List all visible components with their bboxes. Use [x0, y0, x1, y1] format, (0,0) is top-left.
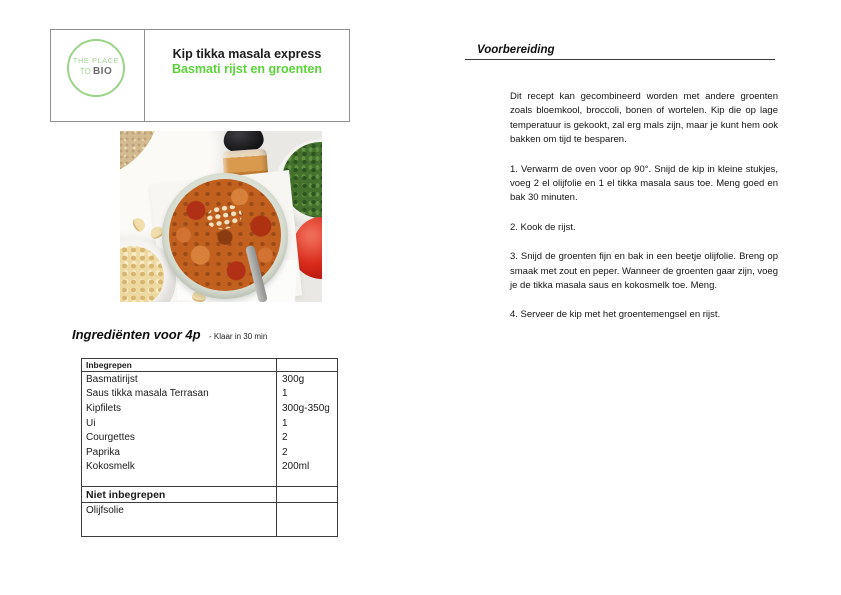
- logo-cell: [51, 30, 145, 121]
- preparation-heading: Voorbereiding: [465, 44, 775, 60]
- table-row-spacer: [82, 474, 337, 486]
- ingredient-name: Kokosmelk: [82, 460, 277, 475]
- table-row: [82, 445, 337, 460]
- logo-text-bio: BIO: [92, 66, 113, 77]
- included-label: Inbegrepen: [82, 359, 277, 371]
- ingredient-name: Kipfilets: [82, 401, 277, 416]
- ingredient-name: Saus tikka masala Terrasan: [82, 387, 277, 402]
- table-row-included-header: [82, 359, 337, 372]
- logo-text-line1: THE PLACE: [72, 56, 120, 65]
- table-row: [82, 460, 337, 475]
- table-row: [82, 430, 337, 445]
- ingredient-qty: 300g: [282, 373, 305, 385]
- table-row: [82, 372, 337, 387]
- preparation-step: 4. Serveer de kip met het groentemengsel en rijst.: [510, 309, 721, 321]
- logo-text-line2: [69, 66, 123, 77]
- table-row-filler: [82, 518, 337, 536]
- brown-rice: [120, 131, 160, 178]
- table-row: [82, 416, 337, 431]
- logo-text-to: TO: [79, 67, 91, 76]
- ready-time-text: - Klaar in 30 min: [209, 332, 268, 341]
- recipe-header-card: [50, 29, 350, 122]
- preparation-intro: Dit recept kan gecombineerd worden met andere groenten zoals bloemkool, broccoli, bonen of wortelen. Kip die op lage temperatuur is gekookt, zal erg mals zijn, maar je kunt hem ook bakken om tijd te besparen.: [510, 91, 778, 146]
- ingredients-heading: [72, 326, 267, 344]
- cashews: [120, 246, 164, 302]
- ingredients-heading-text: Ingrediënten voor 4p: [72, 327, 201, 342]
- brand-logo: [67, 39, 125, 97]
- not-included-label: Niet inbegrepen: [82, 487, 277, 502]
- table-row: [82, 401, 337, 416]
- ingredient-name: Paprika: [82, 445, 277, 460]
- table-row: [82, 387, 337, 402]
- recipe-title: Kip tikka masala express: [172, 47, 322, 61]
- ingredient-qty: 2: [282, 432, 288, 444]
- ingredient-qty: 1: [282, 388, 288, 400]
- table-row-not-included-header: [82, 486, 337, 503]
- qty-header: [277, 359, 337, 371]
- preparation-step: 1. Verwarm de oven voor op 90°. Snijd de kip in kleine stukjes, voeg 2 el olijfolie en 1 el tikka masala saus toe. Meng goed en bak 30 minuten.: [510, 163, 778, 204]
- ingredient-name: Ui: [82, 416, 277, 431]
- preparation-step: 3. Snijd de groenten fijn en bak in een beetje olijfolie. Breng op smaak met zout en peper. Wanneer de groenten gaar zijn, voeg je de tikka masala saus en kokosmelk toe. Meng.: [510, 251, 778, 292]
- title-cell: [145, 30, 349, 121]
- preparation-step: 2. Kook de rijst.: [510, 221, 576, 233]
- ingredient-qty: 300g-350g: [282, 402, 330, 414]
- ingredient-qty: 2: [282, 446, 288, 458]
- tikka-masala-curry: [169, 179, 281, 291]
- ingredient-qty: [277, 503, 337, 518]
- ingredient-qty: 200ml: [282, 461, 310, 473]
- ingredient-name: Courgettes: [82, 430, 277, 445]
- ingredients-table: [81, 358, 338, 537]
- ingredient-qty: 1: [282, 417, 288, 429]
- recipe-subtitle: Basmati rijst en groenten: [171, 62, 323, 76]
- ingredient-name: Basmatirijst: [82, 372, 277, 387]
- curry-bowl: [162, 173, 288, 299]
- preparation-text: [510, 90, 778, 338]
- dish-photo: [120, 131, 322, 302]
- ingredient-name: Olijfsolie: [82, 503, 277, 518]
- table-row: [82, 503, 337, 518]
